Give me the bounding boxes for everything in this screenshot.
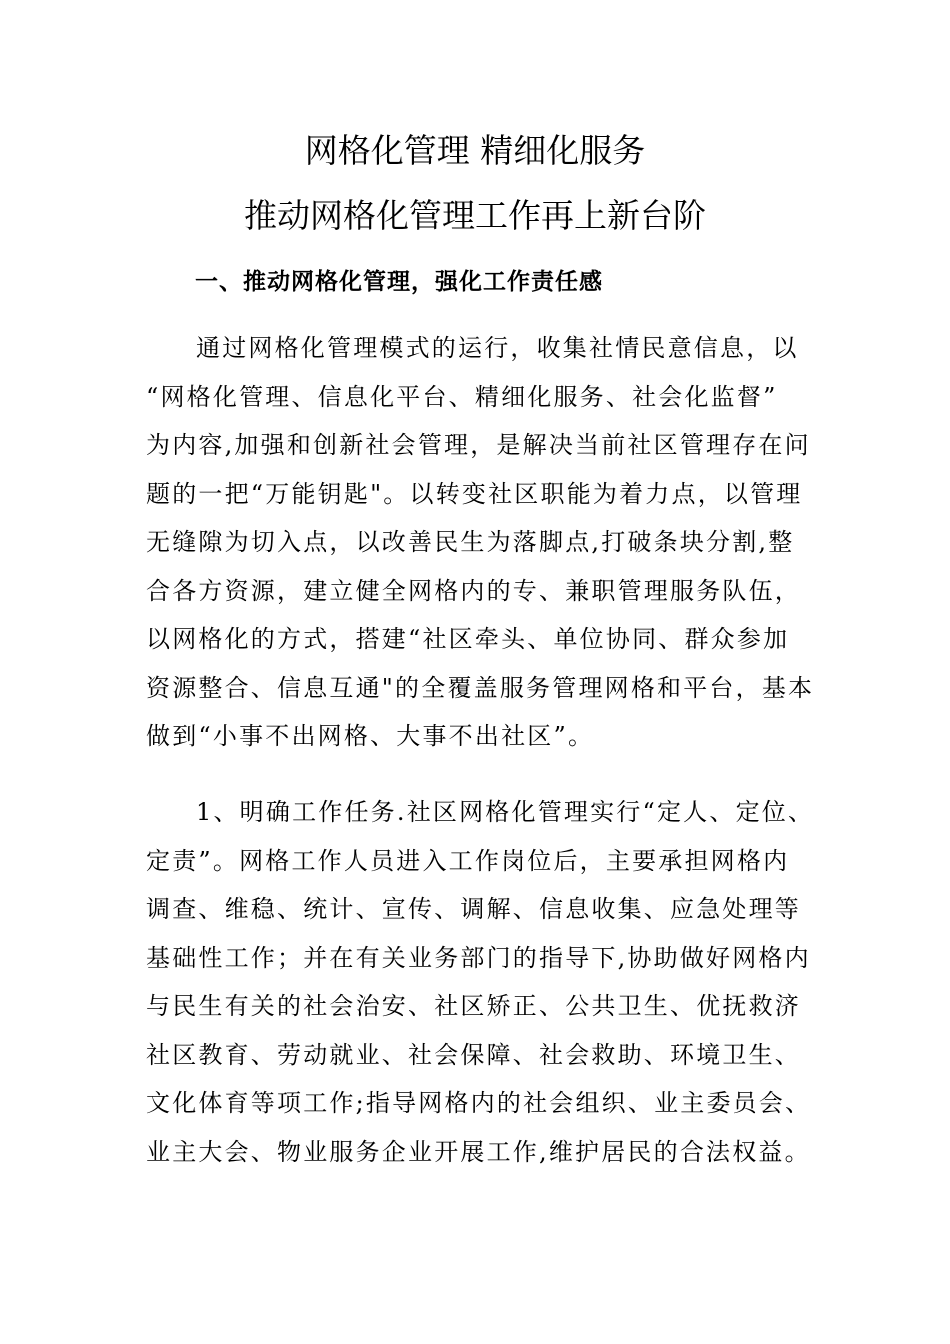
paragraph-line: 业主大会、物业服务企业开展工作,维护居民的合法权益。 <box>146 1137 811 1166</box>
paragraph-line: 合各方资源，建立健全网格内的专、兼职管理服务队伍， <box>146 576 801 605</box>
paragraph-line: 1、明确工作任务.社区网格化管理实行“定人、定位、 <box>196 798 815 826</box>
paragraph-line: 通过网格化管理模式的运行，收集社情民意信息，以 <box>196 334 799 362</box>
document-title-line-2: 推动网格化管理工作再上新台阶 <box>244 196 706 235</box>
paragraph-line: 社区教育、劳动就业、社会保障、社会救助、环境卫生、 <box>146 1040 801 1069</box>
paragraph-line: 无缝隙为切入点，以改善民生为落脚点,打破条块分割,整 <box>146 528 795 556</box>
paragraph-line: 定责”。网格工作人员进入工作岗位后，主要承担网格内 <box>146 846 790 875</box>
paragraph-line: 文化体育等项工作;指导网格内的社会组织、业主委员会、 <box>146 1089 812 1117</box>
paragraph-1 <box>146 324 846 761</box>
paragraph-line: 基础性工作；并在有关业务部门的指导下,协助做好网格内 <box>146 943 811 972</box>
paragraph-line: 与民生有关的社会治安、社区矫正、公共卫生、优抚救济 <box>146 992 801 1020</box>
section-heading: 一、推动网格化管理，强化工作责任感 <box>195 268 603 295</box>
paragraph-line: 资源整合、信息互通"的全覆盖服务管理网格和平台，基本 <box>146 673 815 702</box>
paragraph-line: 为内容,加强和创新社会管理，是解决当前社区管理存在问 <box>146 431 811 459</box>
paragraph-line: 以网格化的方式，搭建“社区牵头、单位协同、群众参加 <box>146 625 790 653</box>
paragraph-2 <box>146 788 846 1176</box>
document-title-line-1: 网格化管理 精细化服务 <box>304 131 646 170</box>
paragraph-line: 做到“小事不出网格、大事不出社区”。 <box>146 722 595 750</box>
paragraph-line: 调查、维稳、统计、宣传、调解、信息收集、应急处理等 <box>146 895 801 923</box>
paragraph-line: “网格化管理、信息化平台、精细化服务、社会化监督” <box>146 382 778 411</box>
paragraph-line: 题的一把“万能钥匙"。以转变社区职能为着力点，以管理 <box>146 479 803 508</box>
